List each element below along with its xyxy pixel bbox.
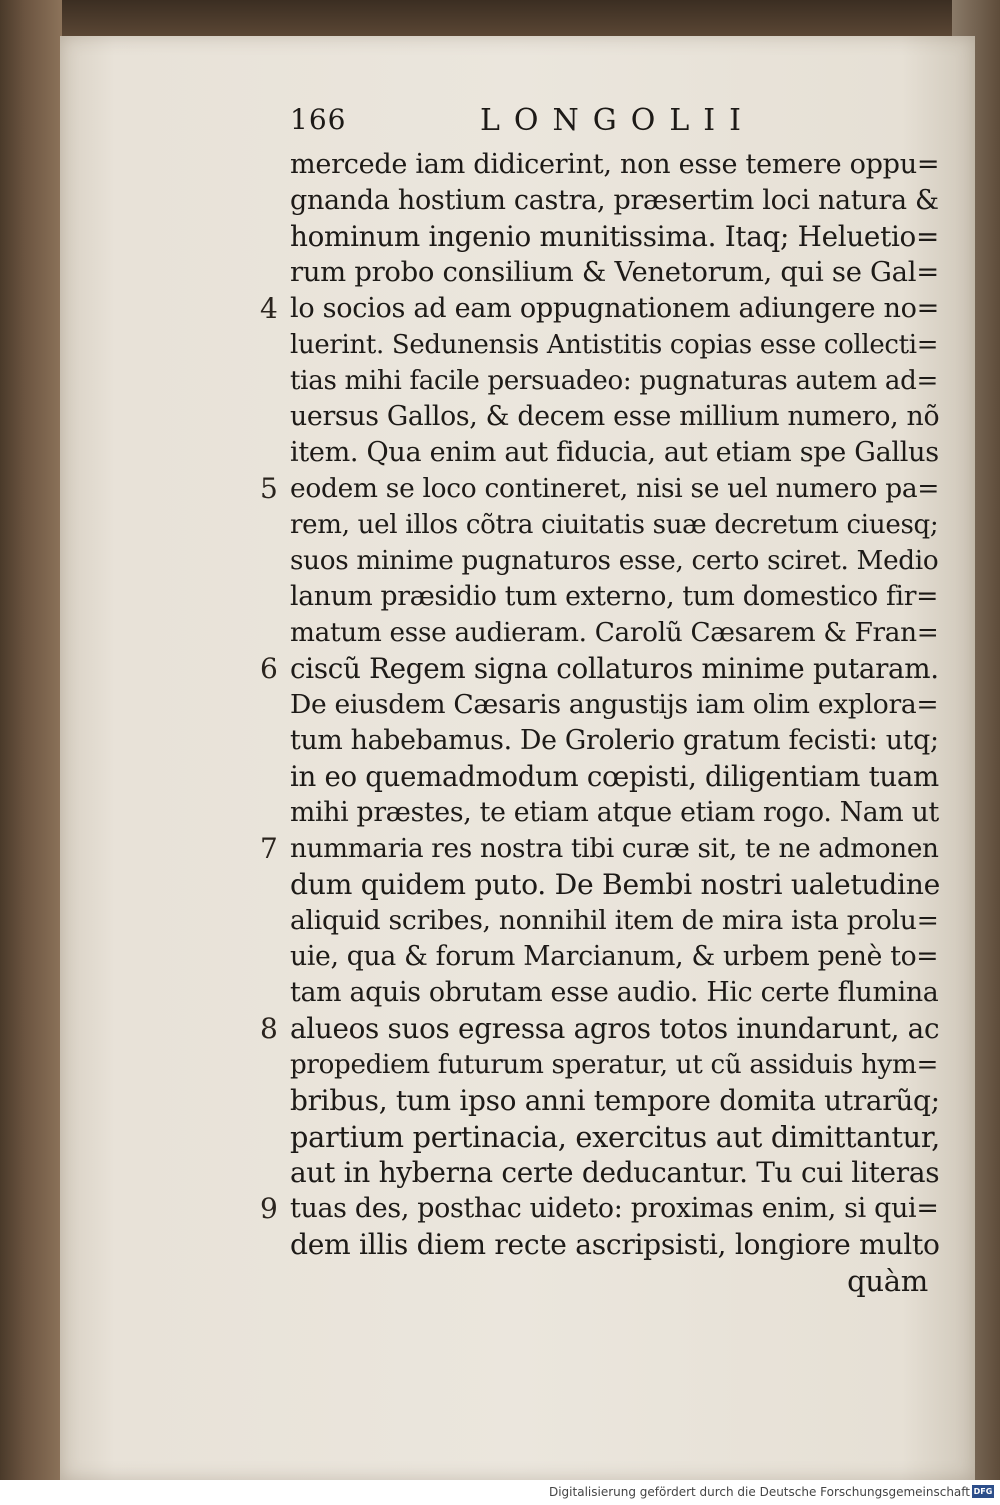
line-text: uie, qua & forum Marcianum, & urbem penè to= [290,941,939,972]
book-cover-top [0,0,1000,36]
text-line [290,1047,940,1083]
line-text: nummaria res nostra tibi curæ sit, te ne admonen [290,834,939,864]
text-line [290,399,940,435]
text-line [290,435,940,471]
text-line [290,723,940,759]
text-line [290,183,940,219]
line-text: rem, uel illos cõtra ciuitatis suæ decretum ciuesq; [290,510,939,540]
text-line [290,579,940,615]
margin-number: 7 [260,832,278,865]
text-line [260,651,940,687]
line-text: tam aquis obrutam esse audio. Hic certe flumina [290,977,939,1008]
text-line [290,975,940,1011]
margin-number: 4 [260,292,278,325]
footer-bar [0,1480,1000,1505]
line-text: aliquid scribes, nonnihil item de mira ista prolu= [290,905,939,936]
text-line [290,327,940,363]
text-line [290,255,940,291]
line-text: propediem futurum speratur, ut cũ assiduis hym= [290,1050,939,1080]
page-header [290,95,940,147]
line-text: hominum ingenio munitissima. Itaq; Heluetio= [290,220,939,253]
catchword: quàm [847,1264,928,1298]
line-text: in eo quemadmodum cœpisti, diligentiam tuam [290,760,939,793]
line-text: tias mihi facile persuadeo: pugnaturas autem ad= [290,366,939,396]
text-line [260,1011,940,1047]
text-lines [260,147,941,1263]
line-text: item. Qua enim aut fiducia, aut etiam spe Gallus [290,437,939,468]
text-line [290,1083,940,1119]
line-text: dum quidem puto. De Bembi nostri ualetudine [290,868,941,901]
text-line [290,1155,940,1191]
line-text: lo socios ad eam oppugnationem adiungere no= [290,293,940,324]
line-text: De eiusdem Cæsaris angustijs iam olim explora= [290,689,939,720]
text-line [260,291,940,327]
line-text: partium pertinacia, exercitus aut dimittantur, [290,1120,940,1154]
dfg-logo: DFG [973,1487,993,1496]
text-line [290,867,940,903]
line-text: eodem se loco contineret, nisi se uel numero pa= [290,473,940,504]
text-line [260,471,940,507]
text-line [290,219,940,255]
text-line [290,543,940,579]
running-head: LONGOLII [480,103,755,138]
line-text: bribus, tum ipso anni tempore domita utrarũq; [290,1084,940,1117]
text-line [290,759,940,795]
line-text: lanum præsidio tum externo, tum domestico fir= [290,581,939,612]
line-text: aut in hyberna certe deducantur. Tu cui literas [290,1156,940,1189]
page-number: 166 [290,103,347,136]
line-text: mercede iam didicerint, non esse temere oppu= [290,149,940,180]
margin-number: 6 [260,652,278,685]
book-binding-left [0,0,62,1480]
line-text: alueos suos egressa agros totos inundarunt, ac [290,1012,940,1045]
line-text: rum probo consilium & Venetorum, qui se Gal= [290,257,939,288]
text-line [290,1227,940,1263]
text-line [290,363,940,399]
text-line [290,615,940,651]
line-text: gnanda hostium castra, præsertim loci natura & [290,185,939,216]
text-line [290,939,940,975]
margin-number: 8 [260,1012,278,1045]
page-text [260,95,941,1299]
text-line [290,795,940,831]
footer-credit: Digitalisierung gefördert durch die Deutsche Forschungsgemeinschaft [548,1485,970,1499]
line-text: matum esse audieram. Carolũ Cæsarem & Fran= [290,618,939,648]
line-text: tuas des, posthac uideto: proximas enim, si qui= [290,1193,939,1224]
text-line [290,507,940,543]
line-text: dem illis diem recte ascripsisti, longiore multo [290,1228,940,1261]
line-text: ciscũ Regem signa collaturos minime putaram. [290,652,939,685]
text-line [260,1191,940,1227]
line-text: uersus Gallos, & decem esse millium numero, nõ [290,401,940,432]
text-line [290,147,940,183]
margin-number: 9 [260,1192,278,1225]
text-line [290,1119,940,1155]
line-text: luerint. Sedunensis Antistitis copias esse collecti= [290,330,939,360]
line-text: tum habebamus. De Grolerio gratum fecisti: utq; [290,725,939,756]
text-line [290,903,940,939]
text-line [290,687,940,723]
line-text: mihi præstes, te etiam atque etiam rogo. Nam ut [290,797,939,828]
text-line [260,831,940,867]
line-text: suos minime pugnaturos esse, certo sciret. Medio [290,546,939,576]
margin-number: 5 [260,472,278,505]
